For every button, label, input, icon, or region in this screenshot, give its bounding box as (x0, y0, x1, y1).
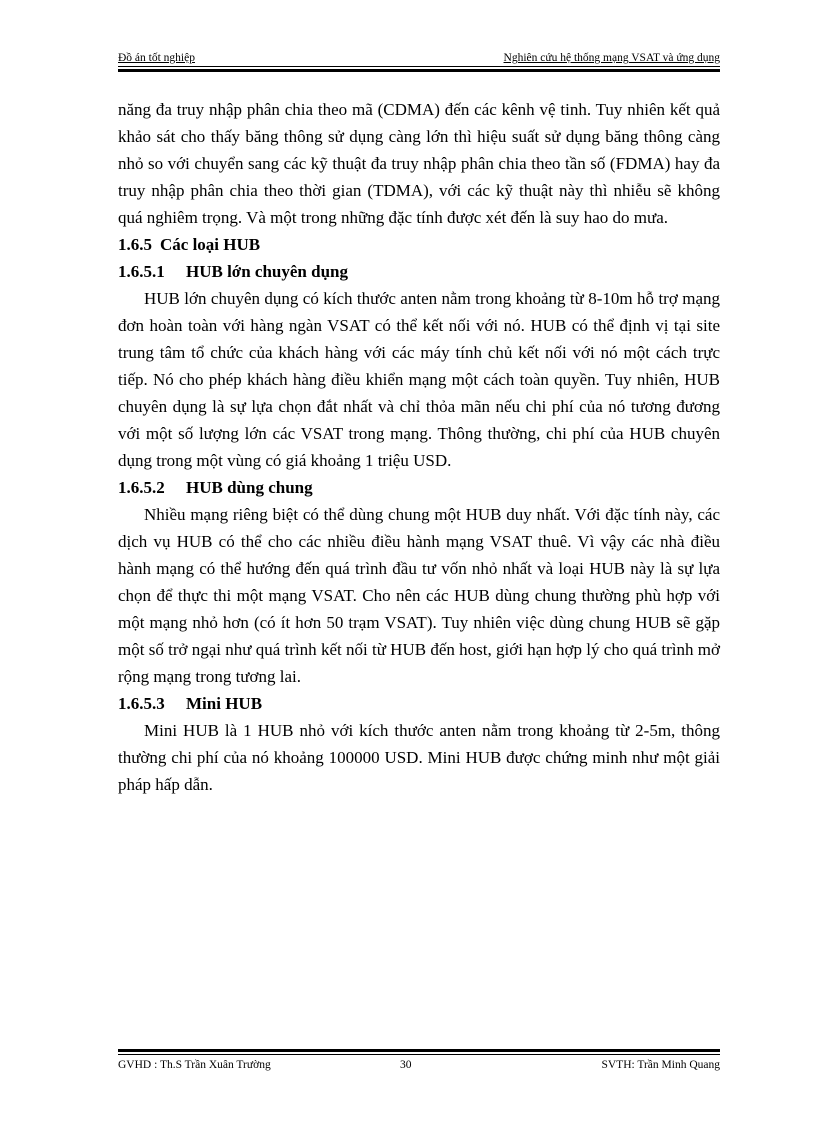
intro-paragraph: năng đa truy nhập phân chia theo mã (CDMA) đến các kênh vệ tinh. Tuy nhiên kết quả khảo sát cho thấy băng thông sử dụng càng lớn thì hiệu suất sử dụng băng thông càng nhỏ so với chuyển sang các kỹ thuật đa truy nhập phân chia theo tần số (FDMA) hay đa truy nhập phân chia theo thời gian (TDMA), với các kỹ thuật này thì nhiễu sẽ không quá nghiêm trọng. Và một trong những đặc tính được xét đến là suy hao do mưa. (118, 100, 720, 227)
page-header (118, 50, 720, 66)
footer-rule-thick (118, 1049, 720, 1052)
subsection-title: HUB lớn chuyên dụng (186, 262, 348, 281)
subsection-paragraph: Nhiều mạng riêng biệt có thể dùng chung một HUB duy nhất. Với đặc tính này, các dịch vụ HUB có thể cho các nhiều điều hành mạng VSAT thuê. Vì vậy các nhà điều hành mạng có thể hướng đến quá trình đầu tư vốn nhỏ nhất và loại HUB này là sự lựa chọn để thực thi một mạng VSAT. Cho nên các HUB dùng chung thường phù hợp với một mạng nhỏ hơn (có ít hơn 50 trạm VSAT). Tuy nhiên việc dùng chung HUB sẽ gặp một số trở ngại như quá trình kết nối từ HUB đến host, giới hạn hợp lý cho quá trình mở rộng mạng trong tương lai. (118, 505, 720, 686)
page-footer (118, 1057, 720, 1073)
footer-supervisor: GVHD : Th.S Trần Xuân Trường (118, 1059, 271, 1071)
header-right: Nghiên cứu hệ thống mạng VSAT và ứng dụng (503, 52, 720, 64)
page-number: 30 (400, 1059, 412, 1071)
header-rule-thick (118, 69, 720, 72)
subsection-number: 1.6.5.2 (118, 478, 165, 497)
subsection-heading (118, 474, 720, 501)
subsection-number: 1.6.5.3 (118, 694, 165, 713)
subsection-title: Mini HUB (186, 694, 263, 713)
subsection-paragraph: Mini HUB là 1 HUB nhỏ với kích thước anten nằm trong khoảng từ 2-5m, thông thường chi phí của nó khoảng 100000 USD. Mini HUB được chứng minh như một giải pháp hấp dẫn. (118, 721, 720, 794)
page-content (118, 96, 720, 798)
subsection-number: 1.6.5.1 (118, 262, 165, 281)
header-left: Đồ án tốt nghiệp (118, 52, 195, 64)
section-title: Các loại HUB (160, 235, 261, 254)
subsection-paragraph: HUB lớn chuyên dụng có kích thước anten nằm trong khoảng từ 8-10m hỗ trợ mạng đơn hoàn toàn với hàng ngàn VSAT có thể kết nối với nó. HUB có thể định vị tại site trung tâm tổ chức của khách hàng với các máy tính chủ kết nối với nó một cách trực tiếp. Nó cho phép khách hàng điều khiển mạng một cách toàn quyền. Tuy nhiên, HUB chuyên dụng là sự lựa chọn đắt nhất và chỉ thỏa mãn nếu chi phí của nó tương đương với một số lượng lớn các VSAT trong mạng. Thông thường, chi phí của HUB chuyên dụng trong một vùng có giá khoảng 1 triệu USD. (118, 289, 720, 470)
subsection-title: HUB dùng chung (186, 478, 313, 497)
section-heading (118, 231, 720, 258)
subsection-heading (118, 690, 720, 717)
subsection-heading (118, 258, 720, 285)
header-rule-thin (118, 66, 720, 67)
footer-student: SVTH: Trần Minh Quang (601, 1059, 720, 1071)
section-number: 1.6.5 (118, 235, 152, 254)
footer-rule-thin (118, 1054, 720, 1055)
